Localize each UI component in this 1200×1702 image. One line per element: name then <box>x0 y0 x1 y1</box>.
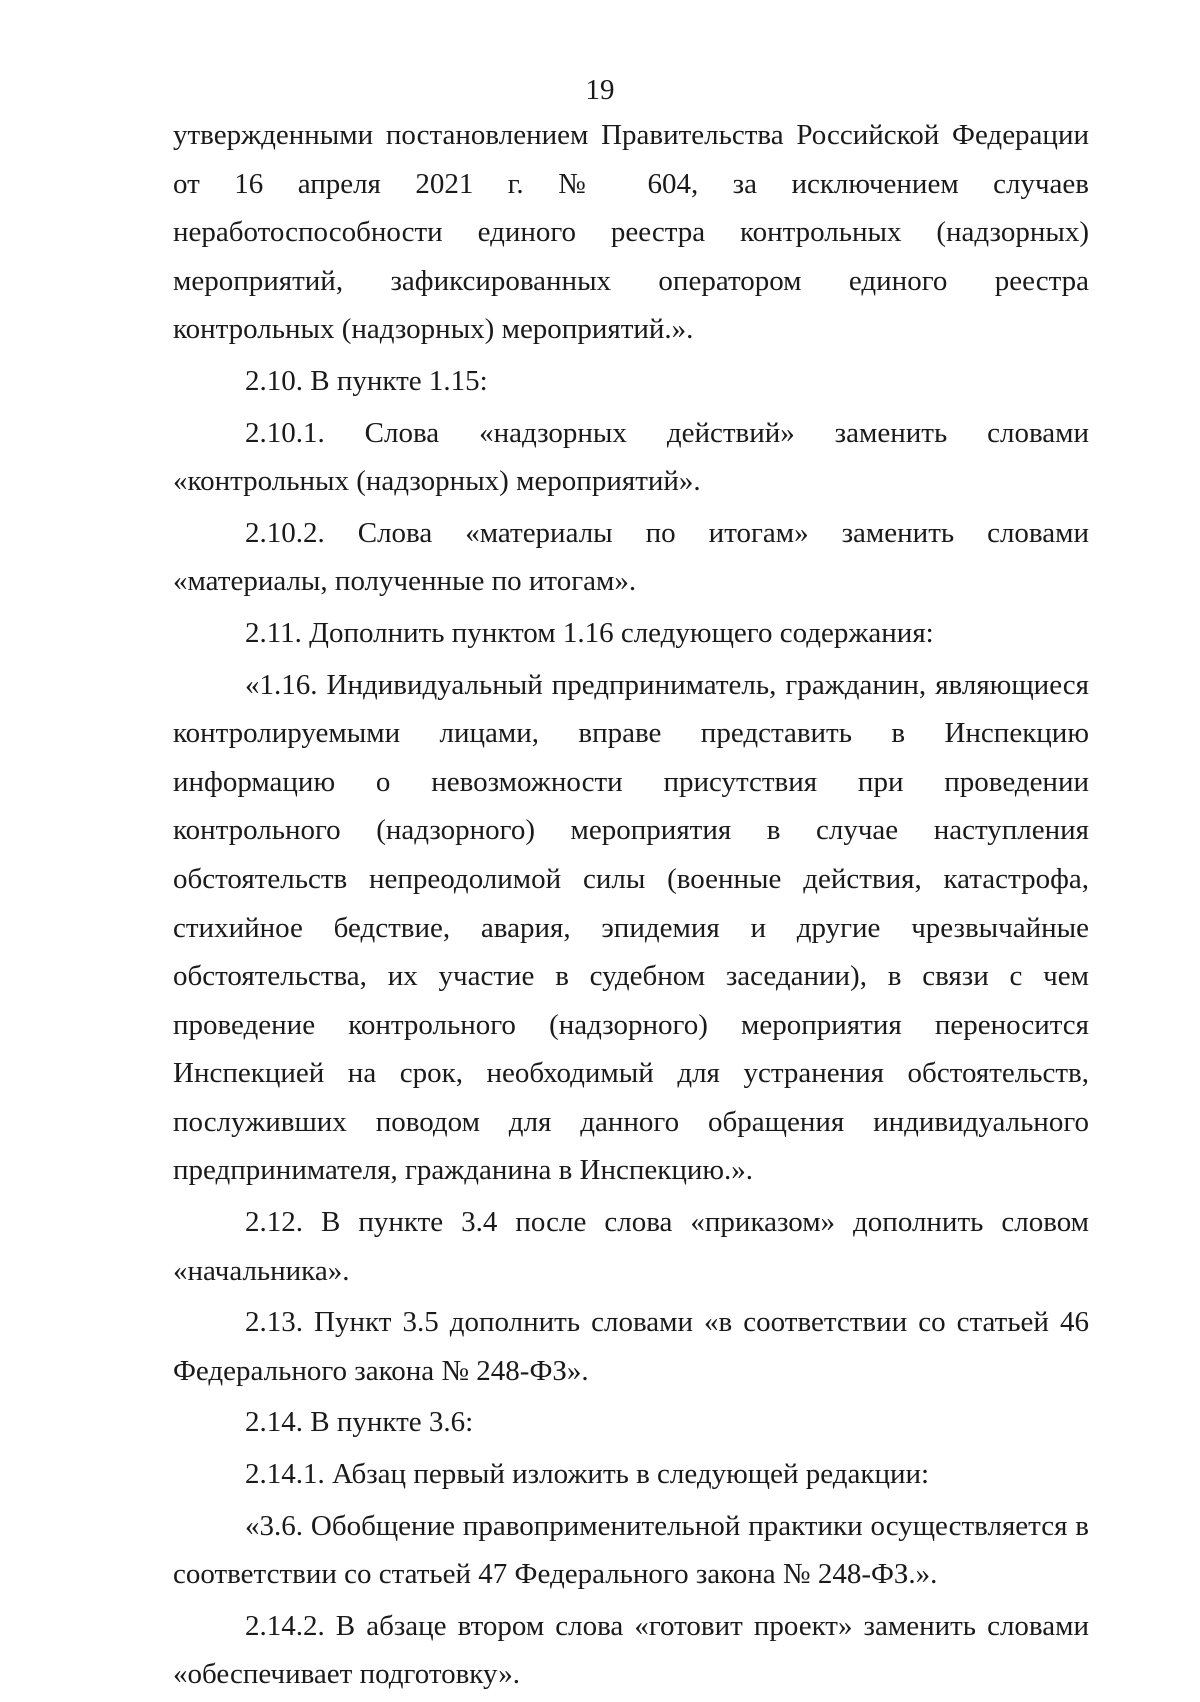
paragraph-3-6-quote: «3.6. Обобщение правоприменительной практики осуществляется в соответствии со статьей 47 Федерального закона № 248-ФЗ.». <box>173 1509 1089 1591</box>
paragraph-2-11: 2.11. Дополнить пунктом 1.16 следующего содержания: <box>245 616 934 649</box>
paragraph-2-13: 2.13. Пункт 3.5 дополнить словами «в соответствии со статьей 46 Федерального закона № 248-ФЗ». <box>173 1306 1089 1387</box>
paragraph-2-10: 2.10. В пункте 1.15: <box>245 364 488 397</box>
page-number: 19 <box>585 74 615 106</box>
paragraph-2-14: 2.14. В пункте 3.6: <box>245 1406 474 1439</box>
paragraph-2-12: 2.12. В пункте 3.4 после слова «приказом» дополнить словом «начальника». <box>173 1206 1089 1287</box>
paragraph-continuation: утвержденными постановлением Правительства Российской Федерации от 16 апреля 2021 г. № 604, за исключением случаев неработоспособности единого реестра контрольных (надзорных) мероприятий, зафиксированных оператором единого реестра контрольных (надзорных) мероприятий.». <box>173 119 1089 346</box>
paragraph-2-14-2: 2.14.2. В абзаце втором слова «готовит проект» заменить словами «обеспечивает подготовку». <box>173 1609 1089 1691</box>
paragraph-2-14-1: 2.14.1. Абзац первый изложить в следующей редакции: <box>245 1458 930 1491</box>
paragraph-2-10-2: 2.10.2. Слова «материалы по итогам» заменить словами «материалы, полученные по итогам». <box>173 516 1089 598</box>
document-body <box>173 111 1089 1702</box>
paragraph-2-10-1: 2.10.1. Слова «надзорных действий» заменить словами «контрольных (надзорных) мероприятий». <box>173 416 1089 498</box>
paragraph-1-16-quote: «1.16. Индивидуальный предприниматель, гражданин, являющиеся контролируемыми лицами, вправе представить в Инспекцию информацию о невозможности присутствия при проведении контрольного (надзорного) мероприятия в случае наступления обстоятельств непреодолимой силы (военные действия, катастрофа, стихийное бедствие, авария, эпидемия и другие чрезвычайные обстоятельства, их участие в судебном заседании), в связи с чем проведение контрольного (надзорного) мероприятия переносится Инспекцией на срок, необходимый для устранения обстоятельств, послуживших поводом для данного обращения индивидуального предпринимателя, гражданина в Инспекцию.». <box>173 668 1089 1187</box>
